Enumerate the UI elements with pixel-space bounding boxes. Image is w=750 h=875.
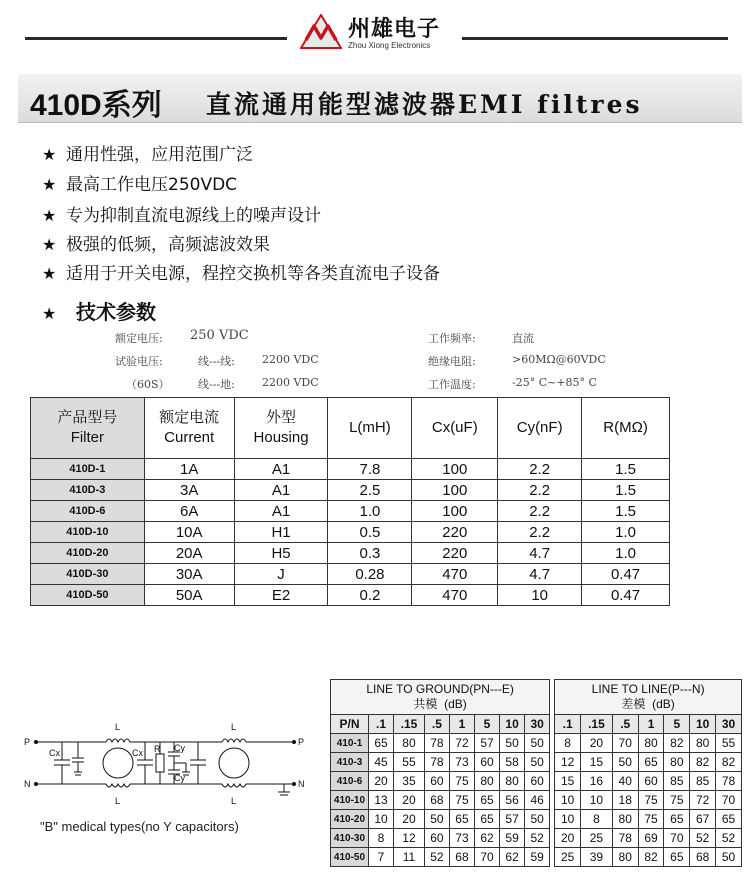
table-row	[331, 772, 742, 791]
cell-cy: 4.7	[498, 564, 582, 585]
cell-differential-mode: 68	[690, 848, 716, 867]
cell-differential-mode: 72	[690, 791, 716, 810]
cell-differential-mode: 70	[612, 734, 638, 753]
cell-differential-mode: 10	[581, 791, 613, 810]
cell-common-mode: 8	[369, 829, 394, 848]
cell-differential-mode: 60	[638, 772, 664, 791]
freq-header: .5	[424, 715, 449, 734]
cell-filter: 410D-1	[31, 459, 145, 480]
cell-resistance: 0.47	[582, 585, 670, 606]
test-lg-label: 线---地:	[198, 378, 235, 391]
brand-mark-icon	[300, 14, 342, 50]
header-housing	[234, 398, 328, 459]
cell-common-mode: 35	[394, 772, 425, 791]
terminal-p-left	[34, 740, 38, 744]
cell-pn: 410-3	[331, 753, 369, 772]
cell-differential-mode: 75	[638, 791, 664, 810]
label-l: L	[231, 796, 237, 806]
feature-text: 最高工作电压250VDC	[66, 175, 238, 195]
cell-common-mode: 62	[475, 829, 500, 848]
cell-resistance: 0.47	[582, 564, 670, 585]
cell-common-mode: 50	[525, 753, 550, 772]
cell-differential-mode: 70	[664, 829, 690, 848]
cell-differential-mode: 40	[612, 772, 638, 791]
cell-cx: 470	[412, 585, 498, 606]
cell-common-mode: 45	[369, 753, 394, 772]
parameter-table	[30, 397, 670, 606]
cell-common-mode: 60	[424, 772, 449, 791]
star-icon: ★	[42, 264, 57, 283]
table-row	[31, 480, 670, 501]
cell-common-mode: 59	[500, 829, 525, 848]
cell-differential-mode: 16	[581, 772, 613, 791]
cell-common-mode: 50	[424, 810, 449, 829]
terminal-n-left	[34, 782, 38, 786]
cell-common-mode: 55	[394, 753, 425, 772]
spec-heading	[42, 296, 156, 325]
freq-header: 10	[690, 715, 716, 734]
cell-cy: 2.2	[498, 501, 582, 522]
freq-header: .1	[369, 715, 394, 734]
cell-common-mode: 52	[424, 848, 449, 867]
cell-filter: 410D-3	[31, 480, 145, 501]
group-cn: 共模	[413, 697, 438, 711]
cell-common-mode: 80	[475, 772, 500, 791]
cell-common-mode: 59	[525, 848, 550, 867]
cell-common-mode: 75	[449, 791, 474, 810]
group-unit: (dB)	[652, 697, 675, 711]
cell-cx: 470	[412, 564, 498, 585]
header-en: Current	[164, 429, 215, 446]
cell-common-mode: 65	[475, 810, 500, 829]
cell-resistance: 1.5	[582, 480, 670, 501]
cell-current: 50A	[144, 585, 234, 606]
cell-common-mode: 52	[525, 829, 550, 848]
feature-text: 适用于开关电源，程控交换机等各类直流电子设备	[66, 264, 440, 284]
header-rule-left	[25, 37, 287, 40]
cell-common-mode: 72	[449, 734, 474, 753]
table-row	[31, 585, 670, 606]
cell-common-mode: 58	[500, 753, 525, 772]
cell-cx: 100	[412, 501, 498, 522]
cell-common-mode: 68	[449, 848, 474, 867]
cell-common-mode: 13	[369, 791, 394, 810]
group-unit: (dB)	[444, 697, 467, 711]
cell-common-mode: 50	[500, 734, 525, 753]
star-icon: ★	[42, 175, 57, 194]
cell-pn: 410-6	[331, 772, 369, 791]
table-row	[31, 501, 670, 522]
cell-common-mode: 65	[475, 791, 500, 810]
terminal-n-right	[292, 782, 296, 786]
cell-differential-mode: 80	[664, 753, 690, 772]
header-current	[144, 398, 234, 459]
cell-common-mode: 20	[394, 810, 425, 829]
test-voltage-label: 试验电压:	[115, 355, 163, 368]
test-time: （60S）	[126, 378, 170, 391]
cell-common-mode: 50	[525, 810, 550, 829]
table-row	[331, 848, 742, 867]
cell-differential-mode: 39	[581, 848, 613, 867]
cell-housing: A1	[234, 480, 328, 501]
cell-differential-mode: 65	[716, 810, 742, 829]
cell-resistance: 1.5	[582, 459, 670, 480]
cell-common-mode: 12	[394, 829, 425, 848]
cell-cy: 2.2	[498, 459, 582, 480]
star-icon: ★	[42, 235, 57, 254]
feature-item	[42, 170, 237, 195]
cell-filter: 410D-50	[31, 585, 145, 606]
brand-logo	[300, 10, 450, 52]
freq-header: 1	[449, 715, 474, 734]
cell-common-mode: 50	[525, 734, 550, 753]
cell-pn: 410-20	[331, 810, 369, 829]
cell-differential-mode: 10	[555, 791, 581, 810]
feature-text: 极强的低频，高频滤波效果	[66, 235, 270, 255]
cell-cx: 100	[412, 480, 498, 501]
cell-differential-mode: 75	[664, 791, 690, 810]
cell-cx: 100	[412, 459, 498, 480]
attenuation-table-body	[331, 734, 742, 867]
cell-differential-mode: 50	[612, 753, 638, 772]
freq-header: 5	[475, 715, 500, 734]
label-p-right: P	[298, 737, 305, 747]
cell-common-mode: 46	[525, 791, 550, 810]
cell-current: 30A	[144, 564, 234, 585]
cell-differential-mode: 15	[555, 772, 581, 791]
freq-value: 直流	[512, 332, 534, 345]
freq-header: 1	[638, 715, 664, 734]
cell-differential-mode: 80	[612, 810, 638, 829]
label-l: L	[115, 796, 121, 806]
table-row	[331, 829, 742, 848]
circuit-caption: "B" medical types(no Y capacitors)	[40, 819, 239, 834]
label-r: R	[154, 744, 161, 754]
freq-header: 10	[500, 715, 525, 734]
cell-differential-mode: 10	[555, 810, 581, 829]
label-cx: Cx	[132, 748, 143, 758]
freq-header: 30	[716, 715, 742, 734]
rated-voltage-label: 额定电压:	[115, 332, 163, 345]
cell-housing: A1	[234, 501, 328, 522]
cell-common-mode: 20	[394, 791, 425, 810]
header-cy: Cy(nF)	[498, 398, 582, 459]
cell-common-mode: 20	[369, 772, 394, 791]
cell-differential-mode: 78	[716, 772, 742, 791]
cell-differential-mode: 82	[690, 753, 716, 772]
group-title: LINE TO LINE(P---N)	[591, 682, 705, 696]
cell-current: 3A	[144, 480, 234, 501]
cell-common-mode: 73	[449, 753, 474, 772]
cell-differential-mode: 80	[612, 848, 638, 867]
cell-cx: 220	[412, 543, 498, 564]
cell-differential-mode: 82	[716, 753, 742, 772]
test-ll-label: 线---线:	[198, 355, 235, 368]
cell-housing: H5	[234, 543, 328, 564]
table-row	[331, 791, 742, 810]
cell-inductance: 0.3	[328, 543, 412, 564]
cell-differential-mode: 50	[716, 848, 742, 867]
cell-inductance: 0.28	[328, 564, 412, 585]
feature-text: 通用性强，应用范围广泛	[66, 145, 253, 165]
cell-differential-mode: 80	[690, 734, 716, 753]
table-row	[331, 810, 742, 829]
cell-pn: 410-30	[331, 829, 369, 848]
header-resistance: R(MΩ)	[582, 398, 670, 459]
table-row	[31, 543, 670, 564]
group-title: LINE TO GROUND(PN---E)	[366, 682, 514, 696]
cell-common-mode: 70	[475, 848, 500, 867]
cell-differential-mode: 67	[690, 810, 716, 829]
cell-differential-mode: 55	[716, 734, 742, 753]
freq-header: .1	[555, 715, 581, 734]
cell-differential-mode: 65	[664, 848, 690, 867]
star-icon: ★	[42, 145, 57, 164]
title-series: 410D系列	[30, 89, 162, 122]
cell-inductance: 7.8	[328, 459, 412, 480]
label-n-left: N	[24, 779, 31, 789]
cell-differential-mode: 52	[716, 829, 742, 848]
cell-differential-mode: 8	[581, 810, 613, 829]
cell-differential-mode: 25	[555, 848, 581, 867]
header-cx: Cx(uF)	[412, 398, 498, 459]
cell-inductance: 2.5	[328, 480, 412, 501]
cell-differential-mode: 15	[581, 753, 613, 772]
cell-resistance: 1.0	[582, 522, 670, 543]
star-icon: ★	[42, 304, 57, 323]
cell-common-mode: 78	[424, 734, 449, 753]
cell-differential-mode: 18	[612, 791, 638, 810]
feature-item	[42, 140, 253, 165]
cell-differential-mode: 20	[555, 829, 581, 848]
attenuation-table	[330, 679, 742, 867]
freq-header: 5	[664, 715, 690, 734]
cell-current: 10A	[144, 522, 234, 543]
cell-cy: 10	[498, 585, 582, 606]
cell-common-mode: 56	[500, 791, 525, 810]
table-row	[31, 564, 670, 585]
cell-housing: H1	[234, 522, 328, 543]
cell-filter: 410D-30	[31, 564, 145, 585]
cell-common-mode: 60	[475, 753, 500, 772]
insulation-label: 绝缘电阻:	[428, 355, 476, 368]
test-ll-value: 2200 VDC	[262, 353, 319, 366]
cell-current: 1A	[144, 459, 234, 480]
cell-current: 6A	[144, 501, 234, 522]
group-cn: 差模	[621, 697, 646, 711]
header-rule-right	[462, 37, 728, 40]
cell-common-mode: 57	[500, 810, 525, 829]
cell-common-mode: 78	[424, 753, 449, 772]
cell-common-mode: 60	[424, 829, 449, 848]
cell-differential-mode: 65	[664, 810, 690, 829]
cell-common-mode: 75	[449, 772, 474, 791]
spec-heading-text: 技术参数	[76, 300, 156, 324]
pn-header: P/N	[331, 715, 369, 734]
table-row	[331, 753, 742, 772]
freq-header: .15	[394, 715, 425, 734]
cell-current: 20A	[144, 543, 234, 564]
cell-differential-mode: 78	[612, 829, 638, 848]
cell-differential-mode: 12	[555, 753, 581, 772]
cell-pn: 410-1	[331, 734, 369, 753]
header-en: Housing	[253, 429, 309, 446]
cell-pn: 410-50	[331, 848, 369, 867]
cell-common-mode: 65	[449, 810, 474, 829]
cell-filter: 410D-10	[31, 522, 145, 543]
label-l: L	[115, 722, 121, 732]
cell-differential-mode: 85	[690, 772, 716, 791]
label-n-right: N	[298, 779, 305, 789]
table-row	[31, 459, 670, 480]
label-l: L	[231, 722, 237, 732]
header-filter	[31, 398, 145, 459]
cell-housing: J	[234, 564, 328, 585]
cell-common-mode: 80	[500, 772, 525, 791]
insulation-value: >60MΩ@60VDC	[512, 353, 606, 366]
cell-housing: A1	[234, 459, 328, 480]
cell-cy: 4.7	[498, 543, 582, 564]
star-icon: ★	[42, 206, 57, 225]
table-row	[31, 522, 670, 543]
header-cn: 产品型号	[57, 409, 118, 426]
attenuation-table-header	[331, 680, 742, 734]
terminal-p-right	[292, 740, 296, 744]
title-description: 直流通用能型滤波器EMI filtres	[206, 90, 643, 119]
test-lg-value: 2200 VDC	[262, 376, 319, 389]
cell-differential-mode: 85	[664, 772, 690, 791]
cell-inductance: 0.5	[328, 522, 412, 543]
cell-cy: 2.2	[498, 522, 582, 543]
cell-differential-mode: 80	[638, 734, 664, 753]
cell-common-mode: 65	[369, 734, 394, 753]
feature-item	[42, 230, 270, 255]
cell-common-mode: 68	[424, 791, 449, 810]
cell-differential-mode: 75	[638, 810, 664, 829]
cell-inductance: 0.2	[328, 585, 412, 606]
feature-item	[42, 259, 440, 284]
label-cx: Cx	[49, 748, 60, 758]
freq-label: 工作频率:	[428, 332, 476, 345]
parameter-table-body	[31, 459, 670, 606]
cell-common-mode: 57	[475, 734, 500, 753]
group-line-to-line	[555, 680, 742, 715]
feature-item	[42, 201, 321, 226]
brand-name-cn: 州雄电子	[348, 17, 441, 42]
cell-resistance: 1.5	[582, 501, 670, 522]
cell-cx: 220	[412, 522, 498, 543]
cell-differential-mode: 52	[690, 829, 716, 848]
freq-header: .15	[581, 715, 613, 734]
label-p-left: P	[24, 737, 31, 747]
cell-cy: 2.2	[498, 480, 582, 501]
rated-voltage-value: 250 VDC	[190, 328, 249, 343]
cell-differential-mode: 69	[638, 829, 664, 848]
cell-common-mode: 80	[394, 734, 425, 753]
header-cn: 外型	[266, 409, 297, 426]
label-cy: Cy	[174, 773, 185, 783]
cell-pn: 410-10	[331, 791, 369, 810]
cell-common-mode: 7	[369, 848, 394, 867]
freq-header: 30	[525, 715, 550, 734]
cell-inductance: 1.0	[328, 501, 412, 522]
group-line-to-ground	[331, 680, 550, 715]
cell-differential-mode: 25	[581, 829, 613, 848]
cell-common-mode: 10	[369, 810, 394, 829]
header-en: Filter	[70, 429, 105, 446]
cell-common-mode: 11	[394, 848, 425, 867]
parameter-table-header	[31, 398, 670, 459]
cell-differential-mode: 65	[638, 753, 664, 772]
cell-filter: 410D-6	[31, 501, 145, 522]
circuit-diagram	[22, 708, 320, 820]
label-cy: Cy	[174, 743, 185, 753]
header-cn: 额定电流	[159, 409, 220, 426]
cell-differential-mode: 20	[581, 734, 613, 753]
cell-differential-mode: 82	[638, 848, 664, 867]
feature-text: 专为抑制直流电源线上的噪声设计	[66, 206, 321, 226]
cell-differential-mode: 70	[716, 791, 742, 810]
cell-differential-mode: 8	[555, 734, 581, 753]
cell-resistance: 1.0	[582, 543, 670, 564]
cell-common-mode: 73	[449, 829, 474, 848]
frequency-header-row	[331, 715, 742, 734]
cell-filter: 410D-20	[31, 543, 145, 564]
temp-label: 工作温度:	[428, 378, 476, 391]
freq-header: .5	[612, 715, 638, 734]
table-row	[331, 734, 742, 753]
header-inductance: L(mH)	[328, 398, 412, 459]
cell-common-mode: 60	[525, 772, 550, 791]
brand-name-en: Zhou Xiong Electronics	[348, 41, 431, 50]
cell-housing: E2	[234, 585, 328, 606]
temp-value: -25° C~+85° C	[512, 376, 597, 389]
cell-common-mode: 62	[500, 848, 525, 867]
cell-differential-mode: 82	[664, 734, 690, 753]
